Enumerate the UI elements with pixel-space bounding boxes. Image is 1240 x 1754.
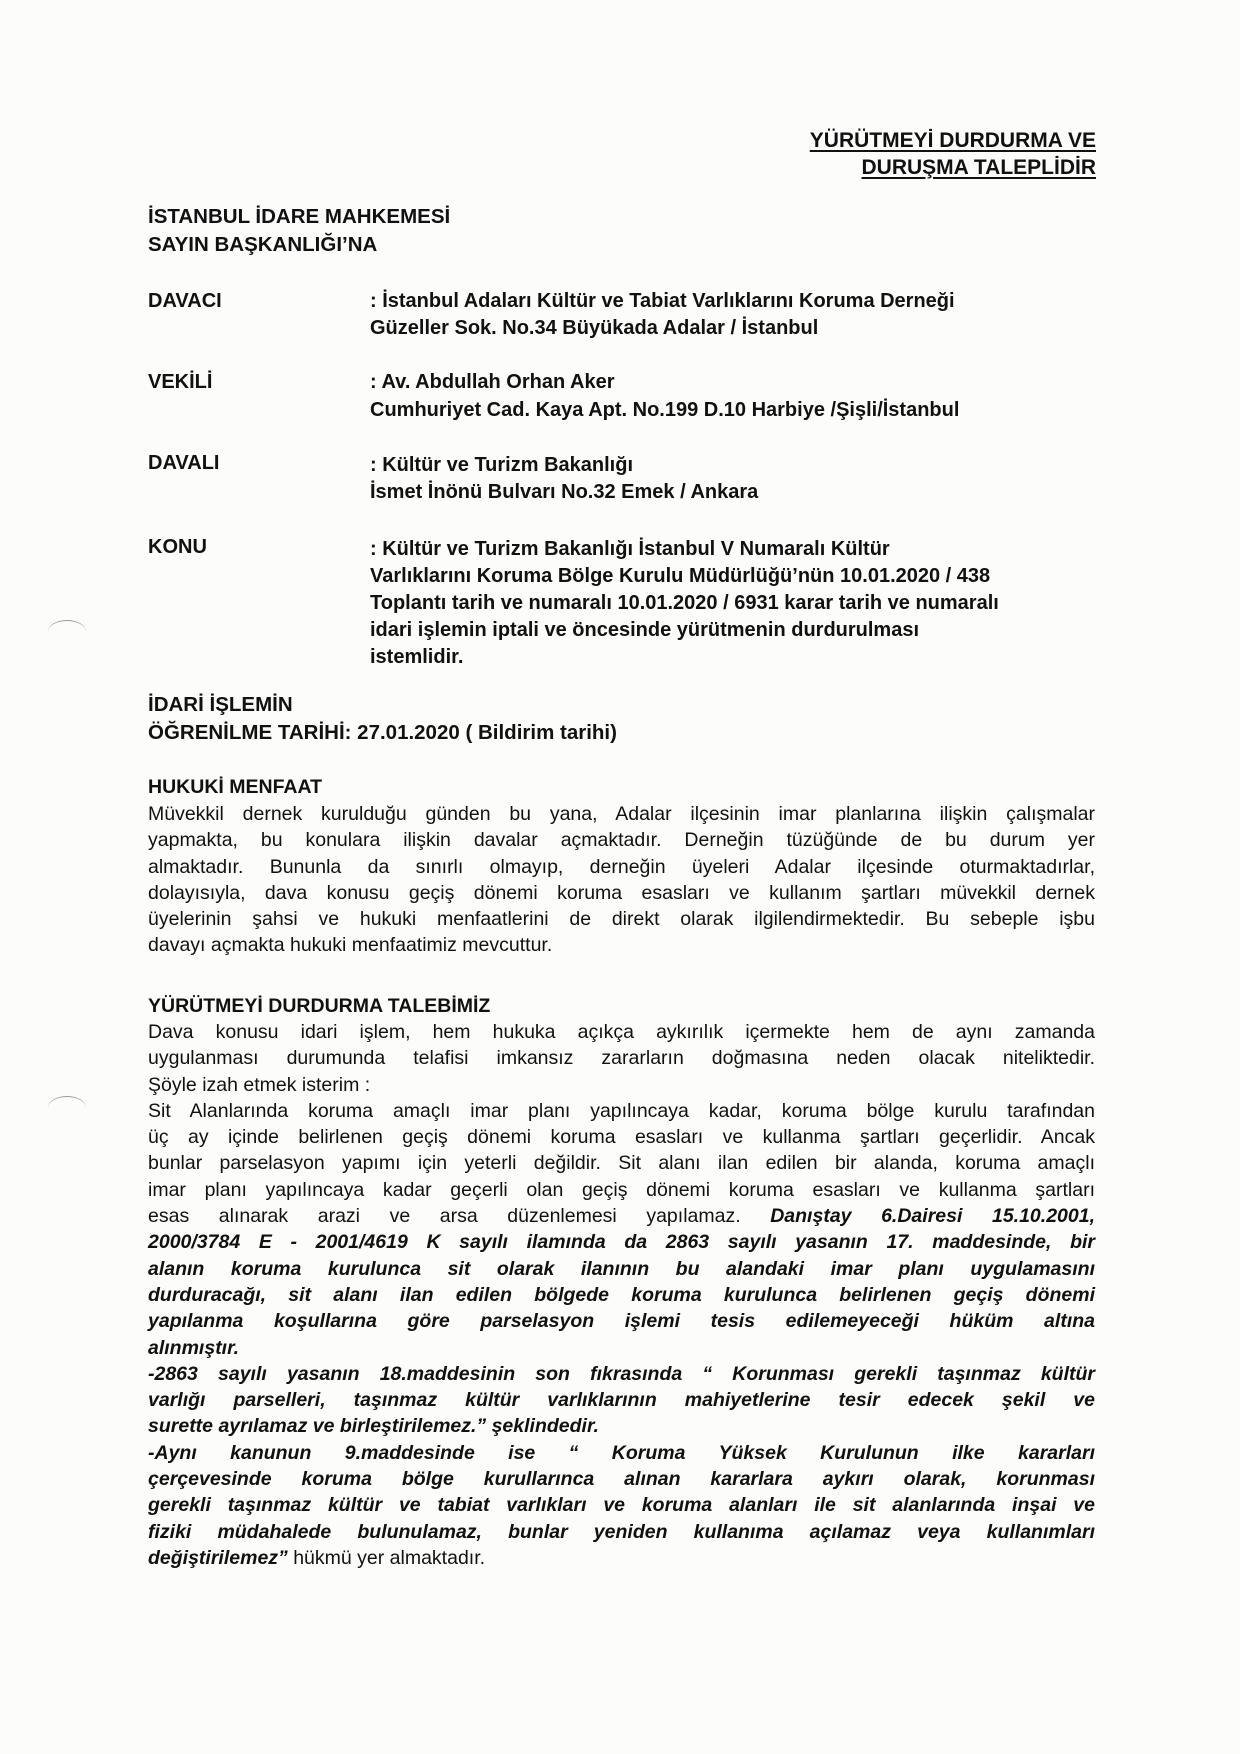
law-quote-line: -Aynı kanunun 9.maddesinde ise “ Koruma Yüksek Kurulunun ilke kararları	[148, 1441, 1095, 1464]
attorney-label: VEKİLİ	[148, 371, 213, 393]
legal-interest-paragraph	[148, 801, 1095, 959]
citation-line: yapılanma koşullarına göre parselasyon işlemi tesis edilemeyeceği hüküm altına	[148, 1310, 1095, 1333]
law-quote-line: varlığı parselleri, taşınmaz kültür varlıklarının mahiyetlerine tesir edecek şekil ve	[148, 1389, 1095, 1412]
law-quote-line: -2863 sayılı yasanın 18.maddesinin son fıkrasında “ Korunması gerekli taşınmaz kültür	[148, 1362, 1095, 1385]
punch-hole-mark-bottom	[48, 1096, 86, 1119]
paragraph-line-final	[148, 1545, 1095, 1571]
notification-date-label: ÖĞRENİLME TARİHİ:	[148, 721, 352, 744]
subject-line: idari işlemin iptali ve öncesinde yürütmenin durdurulması	[370, 619, 920, 641]
law-quote-line: çerçevesinde koruma bölge kurullarınca alınan kararlara aykırı olarak, korunması	[148, 1468, 1095, 1491]
court-name: İSTANBUL İDARE MAHKEMESİ	[148, 205, 451, 228]
subject-line: Toplantı tarih ve numaralı 10.01.2020 / 6931 karar tarih ve numaralı	[370, 592, 999, 614]
attorney-name: : Av. Abdullah Orhan Aker	[370, 371, 615, 393]
plaintiff-name: : İstanbul Adaları Kültür ve Tabiat Varlıklarını Koruma Derneği	[370, 290, 955, 312]
legal-interest-heading: HUKUKİ MENFAAT	[148, 776, 323, 798]
paragraph-line: yapmakta, bu konulara ilişkin davalar açmaktadır. Derneğin tüzüğünde de bu durum yer	[148, 829, 1095, 852]
paragraph-line: bunlar parselasyon yapımı için yeterli değildir. Sit alanı ilan edilen bir alanda, koruma amaçlı	[148, 1152, 1095, 1175]
punch-hole-mark-top	[48, 620, 86, 643]
plaintiff-address: Güzeller Sok. No.34 Büyükada Adalar / İstanbul	[370, 317, 819, 339]
law-quote-end: değiştirilemez”	[148, 1546, 288, 1569]
defendant-label: DAVALI	[148, 452, 220, 474]
subject-line: istemlidir.	[370, 646, 464, 668]
paragraph-line: Sit Alanlarında koruma amaçlı imar planı yapılıncaya kadar, koruma bölge kurulu tarafından	[148, 1099, 1095, 1122]
paragraph-line-mixed	[148, 1203, 1095, 1229]
citation-line: 2000/3784 E - 2001/4619 K sayılı ilamında da 2863 sayılı yasanın 17. maddesinde, bir	[148, 1231, 1095, 1254]
notification-date-row	[148, 720, 617, 746]
law-quote-line: surette ayrılamaz ve birleştirilemez.” şeklindedir.	[148, 1415, 599, 1438]
paragraph-line: Dava konusu idari işlem, hem hukuka açıkça aykırılık içermekte hem de aynı zamanda	[148, 1021, 1095, 1043]
attorney-address: Cumhuriyet Cad. Kaya Apt. No.199 D.10 Harbiye /Şişli/İstanbul	[370, 399, 960, 421]
request-title-line-2: DURUŞMA TALEPLİDİR	[861, 156, 1096, 179]
law-quote-line: fiziki müdahalede bulunulamaz, bunlar yeniden kullanıma açılamaz veya kullanımları	[148, 1520, 1095, 1543]
stay-request-paragraph	[148, 1019, 1095, 1571]
law-quote-line: gerekli taşınmaz kültür ve tabiat varlıkları ve koruma alanları ile sit alanlarında inşai ve	[148, 1494, 1095, 1517]
defendant-address: İsmet İnönü Bulvarı No.32 Emek / Ankara	[370, 481, 759, 503]
subject-line: : Kültür ve Turizm Bakanlığı İstanbul V Numaralı Kültür	[370, 538, 890, 560]
paragraph-line: davayı açmakta hukuki menfaatimiz mevcuttur.	[148, 934, 553, 957]
paragraph-line: imar planı yapılıncaya kadar geçerli olan geçiş dönemi koruma esasları ve kullanma şartları	[148, 1178, 1095, 1201]
paragraph-line: dolayısıyla, dava konusu geçiş dönemi koruma esasları ve kullanım şartları müvekkil dernek	[148, 881, 1095, 904]
paragraph-line: üç ay içinde belirlenen geçiş dönemi koruma esasları ve kullanma şartları geçerlidir. Ancak	[148, 1126, 1095, 1149]
court-salutation: SAYIN BAŞKANLIĞI’NA	[148, 233, 378, 256]
plain-text: esas alınarak arazi ve arsa düzenlemesi yapılamaz.	[148, 1205, 771, 1228]
citation-line: alanın koruma kurulunca sit olarak ilanının bu alandaki imar planı uygulamasını	[148, 1257, 1095, 1280]
paragraph-line: Müvekkil dernek kurulduğu günden bu yana, Adalar ilçesinin imar planlarına ilişkin çalışmalar	[148, 803, 1095, 825]
plaintiff-label: DAVACI	[148, 290, 222, 312]
notification-date-value: 27.01.2020 ( Bildirim tarihi)	[351, 721, 617, 744]
paragraph-line: almaktadır. Bununla da sınırlı olmayıp, derneğin üyeleri Adalar ilçesinde oturmaktadırlar,	[148, 855, 1095, 878]
request-title-line-1: YÜRÜTMEYİ DURDURMA VE	[809, 129, 1096, 152]
stay-request-heading: YÜRÜTMEYİ DURDURMA TALEBİMİZ	[148, 995, 491, 1017]
subject-label: KONU	[148, 536, 207, 558]
court-citation: Danıştay 6.Dairesi 15.10.2001,	[770, 1205, 1095, 1228]
plain-text: hükmü yer almaktadır.	[287, 1546, 486, 1569]
paragraph-line: uygulanması durumunda telafisi imkansız zararların doğmasına neden olacak niteliktedir.	[148, 1047, 1095, 1070]
notification-heading: İDARİ İŞLEMİN	[148, 693, 293, 716]
paragraph-line: Şöyle izah etmek isterim :	[148, 1073, 371, 1096]
subject-line: Varlıklarını Koruma Bölge Kurulu Müdürlüğü’nün 10.01.2020 / 438	[370, 565, 991, 587]
citation-line: alınmıştır.	[148, 1336, 240, 1359]
paragraph-line: üyelerinin şahsi ve hukuki menfaatlerini de direkt olarak ilgilendirmektedir. Bu sebeple işbu	[148, 908, 1095, 931]
defendant-name: : Kültür ve Turizm Bakanlığı	[370, 454, 633, 476]
citation-line: durduracağı, sit alanı ilan edilen bölgede koruma kurulunca belirlenen geçiş dönemi	[148, 1283, 1095, 1306]
